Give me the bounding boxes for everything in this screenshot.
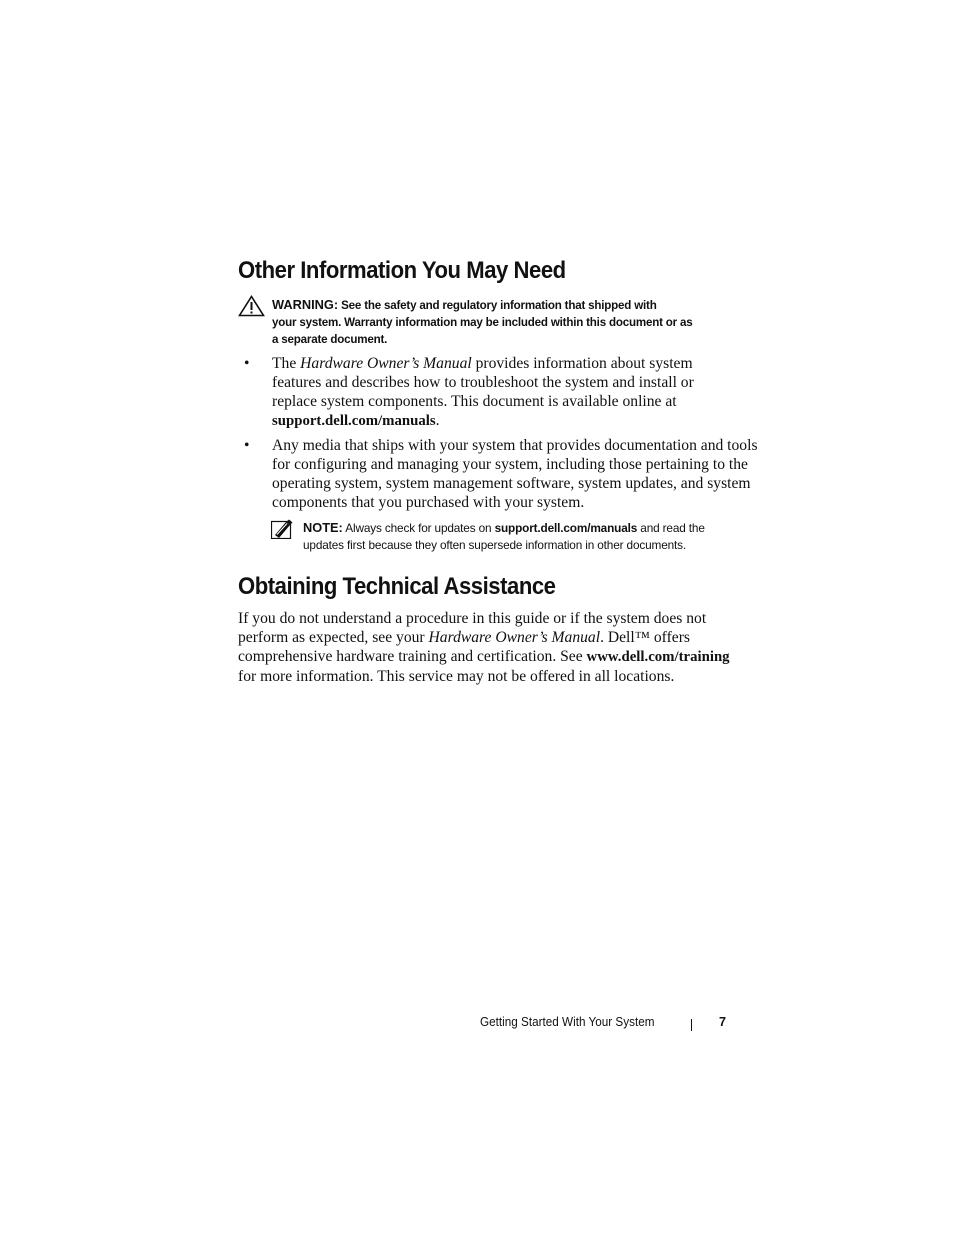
- note-pre: Always check for updates on: [345, 521, 492, 535]
- assist-line-2-post: . Dell™ offers: [600, 629, 690, 646]
- note-text: [303, 519, 743, 554]
- section-heading-other-information: Other Information You May Need: [238, 257, 566, 284]
- warning-triangle-icon: [238, 295, 265, 317]
- assist-line-1: If you do not understand a procedure in this guide or if the system does not: [238, 610, 707, 627]
- footer-title: Getting Started With Your System: [480, 1015, 655, 1029]
- bullet-2-line-4: components that you purchased with your system.: [272, 494, 585, 511]
- warning-line-1: See the safety and regulatory information that shipped with: [341, 299, 657, 312]
- bullet-1-line-2: features and describes how to troubleshoot the system and install or: [272, 374, 694, 391]
- warning-label: WARNING:: [272, 297, 339, 312]
- bullet-1-line-3: replace system components. This document is available online at: [272, 393, 677, 410]
- warning-line-2: your system. Warranty information may be included within this document or as: [272, 316, 693, 329]
- assist-line-4: for more information. This service may not be offered in all locations.: [238, 668, 675, 685]
- assist-line-3-pre: comprehensive hardware training and certification. See: [238, 648, 587, 665]
- assist-line-2-pre: perform as expected, see your: [238, 629, 429, 646]
- bullet-list-item: [244, 436, 758, 512]
- bullet-1-pre: The: [272, 355, 301, 372]
- footer-separator: [691, 1019, 692, 1031]
- warning-line-3: a separate document.: [272, 333, 388, 346]
- bullet-1-end: .: [435, 412, 440, 429]
- bullet-2-line-3: operating system, system management software, system updates, and system: [272, 475, 751, 492]
- note-line-2: updates first because they often supersede information in other documents.: [303, 538, 687, 552]
- bullet-dot: •: [244, 437, 250, 454]
- manual-title: Hardware Owner’s Manual: [300, 355, 472, 372]
- dell-training-link[interactable]: www.dell.com/training: [586, 649, 730, 665]
- bullet-list-item: [244, 354, 744, 431]
- note-pencil-icon: [271, 519, 293, 539]
- note-label: NOTE:: [303, 520, 343, 535]
- bullet-hardware-manual: [244, 354, 744, 431]
- section-heading-technical-assistance: Obtaining Technical Assistance: [238, 573, 556, 600]
- page-footer: [480, 1015, 730, 1035]
- note-support-manuals-link[interactable]: support.dell.com/manuals: [494, 521, 638, 535]
- assist-manual-title: Hardware Owner’s Manual: [428, 629, 601, 646]
- bullet-2-line-1: Any media that ships with your system that provides documentation and tools: [272, 437, 758, 454]
- bullet-media: [244, 436, 758, 512]
- bullet-dot: •: [244, 355, 250, 372]
- page-number: 7: [719, 1015, 727, 1029]
- warning-text: [272, 296, 742, 348]
- assistance-paragraph: [238, 609, 738, 686]
- note-post: and read the: [640, 521, 705, 535]
- bullet-2-line-2: for configuring and managing your system, including those pertaining to the: [272, 456, 748, 473]
- bullet-1-line1-rest: provides information about system: [471, 355, 693, 372]
- support-manuals-link[interactable]: support.dell.com/manuals: [272, 413, 436, 429]
